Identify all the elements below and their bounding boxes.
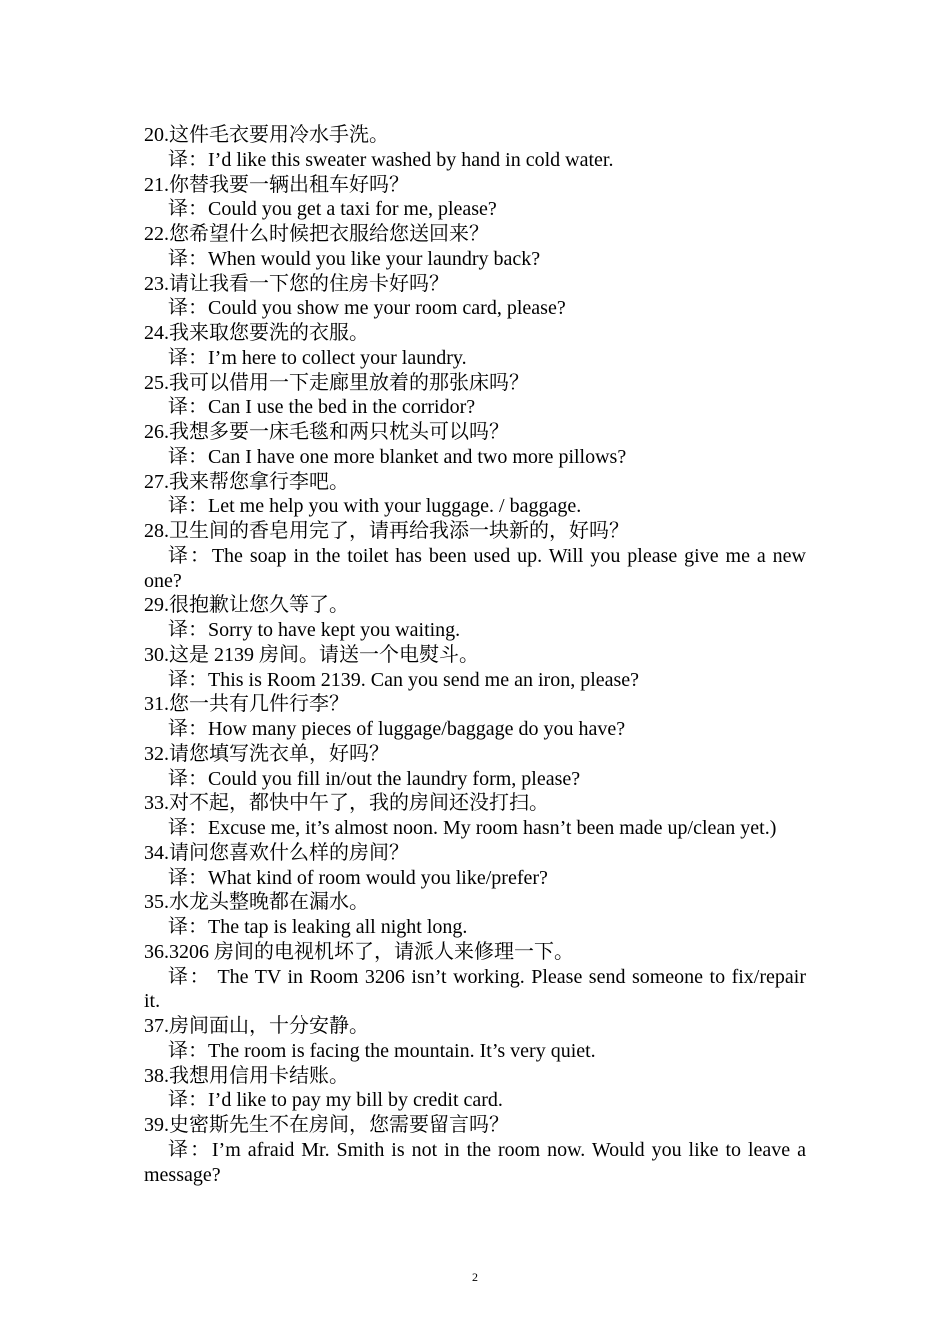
list-item (144, 890, 806, 940)
english-translation: 译： The TV in Room 3206 isn’t working. Please send someone to fix/repair it. (144, 965, 806, 1013)
chinese-sentence: 25.我可以借用一下走廊里放着的那张床吗？ (144, 371, 529, 394)
page-number: 2 (472, 1270, 478, 1284)
english-translation: 译：I’d like to pay my bill by credit card. (168, 1089, 503, 1112)
english-translation: 译：I’d like this sweater washed by hand in cold water. (168, 148, 614, 171)
list-item (144, 470, 806, 520)
phrase-list (144, 123, 806, 1187)
chinese-sentence: 38.我想用信用卡结账。 (144, 1064, 349, 1087)
list-item (144, 791, 806, 841)
english-translation: 译：Could you fill in/out the laundry form, please? (168, 767, 581, 790)
chinese-sentence: 32.请您填写洗衣单，好吗？ (144, 742, 389, 765)
list-item (144, 643, 806, 693)
english-translation: 译：Let me help you with your luggage. / baggage. (168, 495, 582, 518)
english-translation: 译：I’m afraid Mr. Smith is not in the room now. Would you like to leave a message? (144, 1138, 806, 1186)
list-item (144, 1113, 806, 1187)
chinese-sentence: 39.史密斯先生不在房间，您需要留言吗？ (144, 1114, 509, 1136)
chinese-sentence: 30.这是 2139 房间。请送一个电熨斗。 (144, 643, 479, 666)
list-item (144, 123, 806, 173)
chinese-sentence: 34.请问您喜欢什么样的房间？ (144, 841, 409, 864)
list-item (144, 1014, 806, 1064)
chinese-sentence: 31.您一共有几件行李？ (144, 693, 349, 716)
chinese-sentence: 35.水龙头整晚都在漏水。 (144, 891, 369, 914)
list-item (144, 272, 806, 322)
chinese-sentence: 29.很抱歉让您久等了。 (144, 594, 349, 617)
list-item (144, 371, 806, 421)
list-item (144, 593, 806, 643)
english-translation: 译：The tap is leaking all night long. (168, 916, 468, 938)
chinese-sentence: 22.您希望什么时候把衣服给您送回来？ (144, 223, 489, 245)
list-item (144, 841, 806, 891)
chinese-sentence: 33.对不起，都快中午了，我的房间还没打扫。 (144, 792, 549, 815)
chinese-sentence: 27.我来帮您拿行李吧。 (144, 470, 349, 493)
english-translation: 译：Could you get a taxi for me, please? (168, 198, 497, 221)
list-item (144, 940, 806, 1014)
english-translation: 译：The room is facing the mountain. It’s very quiet. (168, 1039, 596, 1062)
english-translation: 译：Sorry to have kept you waiting. (168, 619, 461, 641)
list-item (144, 519, 806, 593)
english-translation: 译：When would you like your laundry back? (168, 247, 541, 270)
chinese-sentence: 36.3206 房间的电视机坏了，请派人来修理一下。 (144, 940, 574, 963)
chinese-sentence: 28.卫生间的香皂用完了，请再给我添一块新的，好吗？ (144, 520, 629, 542)
english-translation: 译：Could you show me your room card, please? (168, 297, 566, 320)
list-item (144, 1064, 806, 1114)
list-item (144, 222, 806, 272)
chinese-sentence: 26.我想多要一床毛毯和两只枕头可以吗？ (144, 421, 509, 443)
chinese-sentence: 20.这件毛衣要用冷水手洗。 (144, 124, 389, 146)
english-translation: 译：What kind of room would you like/prefer? (168, 866, 548, 889)
english-translation: 译：Can I use the bed in the corridor? (168, 396, 476, 419)
chinese-sentence: 23.请让我看一下您的住房卡好吗？ (144, 272, 449, 295)
english-translation: 译：I’m here to collect your laundry. (168, 346, 467, 369)
chinese-sentence: 21.你替我要一辆出租车好吗？ (144, 173, 409, 196)
list-item (144, 420, 806, 470)
chinese-sentence: 37.房间面山，十分安静。 (144, 1015, 369, 1037)
list-item (144, 742, 806, 792)
list-item (144, 321, 806, 371)
list-item (144, 173, 806, 223)
english-translation: 译：The soap in the toilet has been used up. Will you please give me a new one? (144, 544, 806, 592)
english-translation: 译：Can I have one more blanket and two more pillows? (168, 445, 627, 468)
chinese-sentence: 24.我来取您要洗的衣服。 (144, 322, 369, 344)
english-translation: 译：This is Room 2139. Can you send me an iron, please? (168, 668, 640, 691)
english-translation: 译：How many pieces of luggage/baggage do you have? (168, 718, 626, 740)
list-item (144, 692, 806, 742)
english-translation: 译：Excuse me, it’s almost noon. My room hasn’t been made up/clean yet.) (168, 817, 777, 839)
